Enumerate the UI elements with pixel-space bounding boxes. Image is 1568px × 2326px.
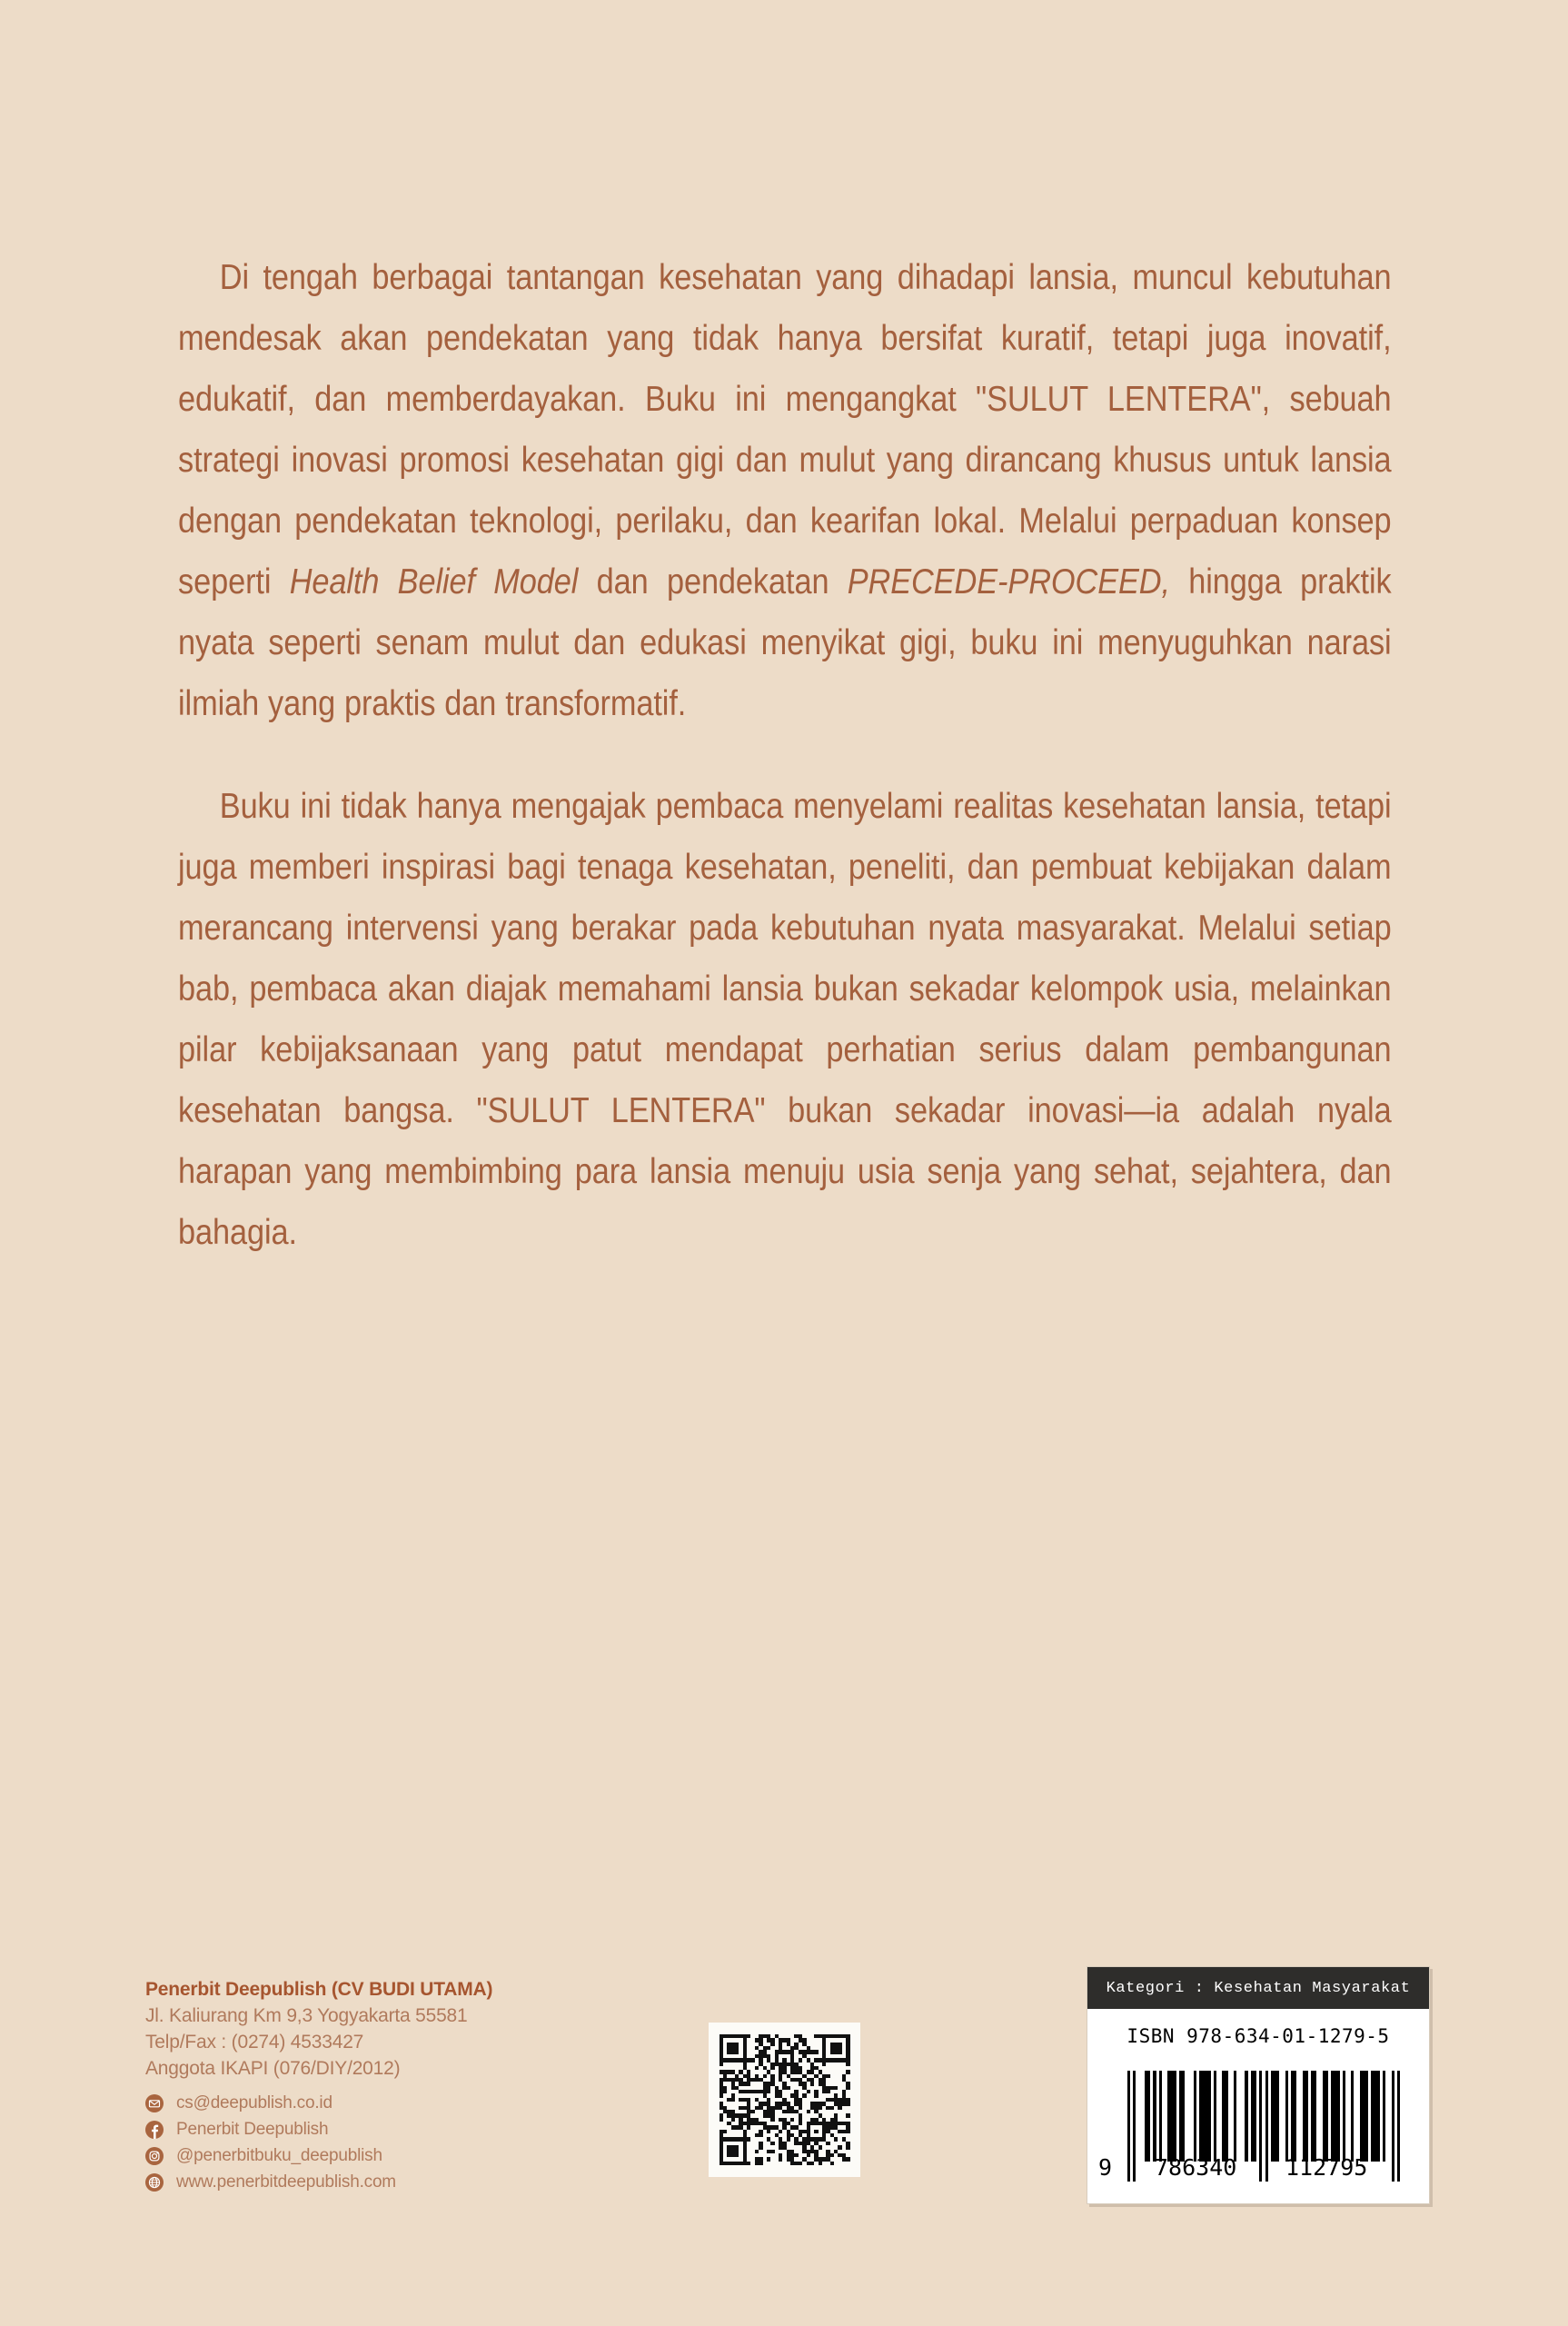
facebook-icon bbox=[145, 2121, 164, 2139]
qr-code-modules bbox=[719, 2034, 850, 2165]
blurb-text-block bbox=[178, 247, 1392, 1263]
publisher-info-block bbox=[145, 1976, 618, 2196]
blurb-paragraph-2: Buku ini tidak hanya mengajak pembaca menyelami realitas kesehatan lansia, tetapi juga memberi inspirasi bagi tenaga kesehatan, peneliti, dan pembuat kebijakan dalam merancang intervensi yang berakar pada kebutuhan nyata masyarakat. Melalui setiap bab, pembaca akan diajak memahami lansia bukan sekadar kelompok usia, melainkan pilar kebijaksanaan yang patut mendapat perhatian serius dalam pembangunan kesehatan bangsa. "SULUT LENTERA" bukan sekadar inovasi—ia adalah nyala harapan yang membimbing para lansia menuju usia senja yang sehat, sejahtera, dan bahagia. bbox=[178, 787, 1392, 1252]
isbn-barcode-panel bbox=[1087, 1966, 1430, 2204]
contact-website[interactable] bbox=[145, 2170, 618, 2194]
publisher-contact-list bbox=[145, 2091, 618, 2194]
contact-instagram-text: @penerbitbuku_deepublish bbox=[176, 2145, 382, 2165]
barcode-digit-left: 9 bbox=[1098, 2154, 1113, 2181]
publisher-phone: Telp/Fax : (0274) 4533427 bbox=[145, 2032, 364, 2053]
barcode-body bbox=[1087, 2009, 1429, 2203]
blurb-p1-italic-precede-proceed: PRECEDE-PROCEED, bbox=[847, 562, 1170, 601]
globe-icon bbox=[145, 2173, 164, 2192]
publisher-name: Penerbit Deepublish (CV BUDI UTAMA) bbox=[145, 1979, 493, 2000]
isbn-number: ISBN 978-634-01-1279-5 bbox=[1126, 2025, 1390, 2047]
contact-facebook-text: Penerbit Deepublish bbox=[176, 2119, 329, 2139]
contact-email-text: cs@deepublish.co.id bbox=[176, 2092, 332, 2112]
contact-facebook[interactable] bbox=[145, 2117, 618, 2142]
envelope-icon bbox=[145, 2094, 164, 2112]
contact-instagram[interactable] bbox=[145, 2143, 618, 2168]
blurb-p1-part-b: dan pendekatan bbox=[578, 562, 848, 601]
blurb-paragraph-1 bbox=[178, 247, 1392, 734]
blurb-p1-part-a: Di tengah berbagai tantangan kesehatan yang dihadapi lansia, muncul kebutuhan mendesak akan pendekatan yang tidak hanya bersifat kuratif, tetapi juga inovatif, edukatif, dan memberdayakan. Buku ini mengangkat "SULUT LENTERA", sebuah strategi inovasi promosi kesehatan gigi dan mulut yang dirancang khusus untuk lansia dengan pendekatan teknologi, perilaku, dan kearifan lokal. Melalui perpaduan konsep seperti bbox=[178, 258, 1392, 601]
category-label: Kategori : Kesehatan Masyarakat bbox=[1087, 1967, 1429, 2009]
contact-email[interactable] bbox=[145, 2091, 618, 2115]
barcode-digits bbox=[1087, 2154, 1429, 2182]
blurb-p1-italic-health-belief-model: Health Belief Model bbox=[289, 562, 579, 601]
blurb-p1-part-c: hingga praktik nyata seperti senam mulut dan edukasi menyikat gigi, buku ini menyuguhkan narasi ilmiah yang praktis dan transformatif. bbox=[178, 562, 1392, 723]
ean13-barcode bbox=[1127, 2071, 1400, 2162]
publisher-address: Jl. Kaliurang Km 9,3 Yogyakarta 55581 bbox=[145, 2005, 468, 2026]
contact-website-text: www.penerbitdeepublish.com bbox=[176, 2172, 396, 2192]
barcode-digit-group-1: 786340 bbox=[1155, 2154, 1237, 2181]
instagram-icon bbox=[145, 2147, 164, 2165]
barcode-digit-group-2: 112795 bbox=[1285, 2154, 1368, 2181]
publisher-ikapi-membership: Anggota IKAPI (076/DIY/2012) bbox=[145, 2058, 401, 2079]
qr-code[interactable] bbox=[709, 2023, 860, 2177]
